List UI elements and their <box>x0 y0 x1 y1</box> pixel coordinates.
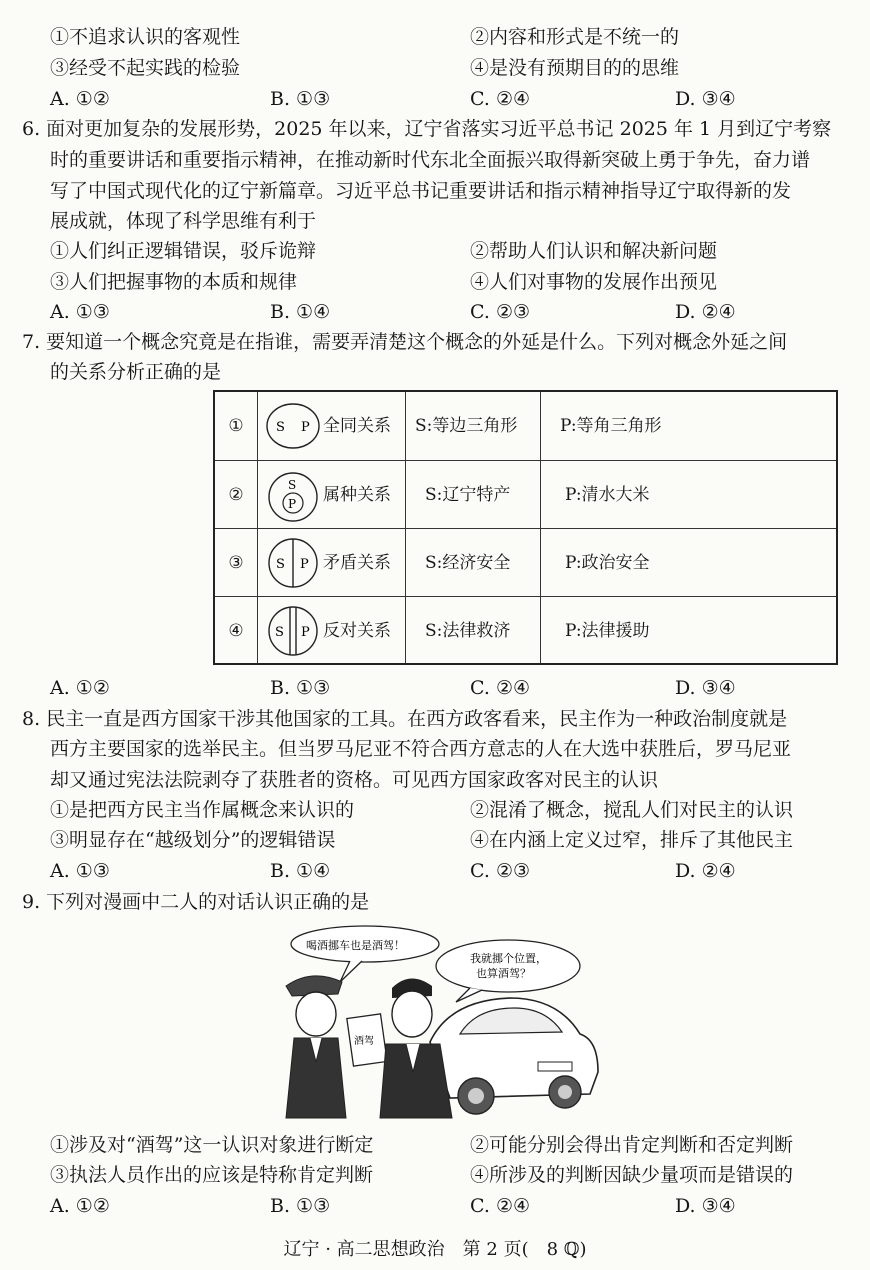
q8-item-1: ①是把西方民主当作属概念来认识的 <box>50 799 355 821</box>
p-concept: P:清水大米 <box>565 485 650 505</box>
q8-stem-line-3: 却又通过宪法法院剥夺了获胜者的资格。可见西方国家政客对民主的认识 <box>50 769 659 791</box>
diagram-p-label: P <box>300 557 309 572</box>
table-divider <box>540 392 541 663</box>
relation-label: 全同关系 <box>323 416 391 436</box>
q5-item-4: ④是没有预期目的的思维 <box>470 57 680 79</box>
q9-stem: 9. 下列对漫画中二人的对话认识正确的是 <box>22 891 370 913</box>
q6-item-1: ①人们纠正逻辑错误，驳斥诡辩 <box>50 240 317 262</box>
q9-item-1: ①涉及对“酒驾”这一认识对象进行断定 <box>50 1134 374 1156</box>
contradiction-diagram <box>265 537 321 589</box>
speech-bubble-right <box>436 940 580 992</box>
q6-option-c: C. ②③ <box>470 301 531 323</box>
table-row <box>215 596 836 664</box>
paper-text: 酒驾 <box>354 1036 374 1047</box>
diagram-s-label: S <box>276 420 285 435</box>
q9-item-4: ④所涉及的判断因缺少量项而是错误的 <box>470 1164 794 1186</box>
q9-option-c: C. ②④ <box>470 1195 531 1217</box>
q9-item-2: ②可能分别会得出肯定判断和否定判断 <box>470 1134 794 1156</box>
q8-option-b: B. ①④ <box>270 860 331 882</box>
s-concept: S:法律救济 <box>425 621 511 641</box>
q8-stem-line-2: 西方主要国家的选举民主。但当罗马尼亚不符合西方意志的人在大选中获胜后，罗马尼亚 <box>50 738 792 760</box>
q5-item-2: ②内容和形式是不统一的 <box>470 26 680 48</box>
drunk-driving-cartoon <box>280 922 600 1122</box>
q6-stem-line-3: 写了中国式现代化的辽宁新篇章。习近平总书记重要讲话和指示精神指导辽宁取得新的发 <box>50 180 792 202</box>
row-number: ① <box>228 416 244 436</box>
bubble-right-text-2: 也算酒驾？ <box>476 967 531 980</box>
q9-option-b: B. ①③ <box>270 1195 331 1217</box>
bubble-left-text: 喝酒挪车也是酒驾！ <box>306 939 405 952</box>
man-face <box>392 991 432 1037</box>
table-row <box>215 528 836 596</box>
diagram-s-label: S <box>275 625 284 640</box>
relation-label: 属种关系 <box>323 485 391 505</box>
row-number: ④ <box>228 621 244 641</box>
relation-label: 反对关系 <box>323 621 391 641</box>
relation-label: 矛盾关系 <box>323 553 391 573</box>
q5-option-b: B. ①③ <box>270 88 331 110</box>
bubble-right-text-1: 我就挪个位置， <box>470 952 547 965</box>
q5-item-3: ③经受不起实践的检验 <box>50 57 241 79</box>
q6-option-b: B. ①④ <box>270 301 331 323</box>
contrary-diagram <box>265 605 321 657</box>
diagram-p-label: P <box>301 420 310 435</box>
q9-item-3: ③执法人员作出的应该是特称肯定判断 <box>50 1164 374 1186</box>
s-concept: S:等边三角形 <box>415 416 518 436</box>
p-concept: P:政治安全 <box>565 553 650 573</box>
genus-species-diagram <box>265 465 321 525</box>
q5-option-c: C. ②④ <box>470 88 531 110</box>
diagram-s-label: S <box>288 478 297 492</box>
q8-item-4: ④在内涵上定义过窄，排斥了其他民主 <box>470 829 794 851</box>
diagram-p-label: P <box>288 497 297 511</box>
q9-option-d: D. ③④ <box>675 1195 736 1217</box>
q7-stem-line-2: 的关系分析正确的是 <box>50 361 222 383</box>
s-concept: S:经济安全 <box>425 553 511 573</box>
q7-option-a: A. ①② <box>50 677 110 699</box>
q6-option-d: D. ②④ <box>675 301 736 323</box>
q6-stem-line-1: 6. 面对更加复杂的发展形势，2025 年以来，辽宁省落实习近平总书记 2025 年 1 月到辽宁考察 <box>22 118 832 140</box>
q7-stem-line-1: 7. 要知道一个概念究竟是在指谁，需要弄清楚这个概念的外延是什么。下列对概念外延之间 <box>22 331 788 353</box>
s-concept: S:辽宁特产 <box>425 485 511 505</box>
row-number: ③ <box>228 553 244 573</box>
q6-option-a: A. ①③ <box>50 301 110 323</box>
diagram-p-label: P <box>301 625 310 640</box>
police-face <box>296 992 336 1036</box>
page-footer: 辽宁 · 高二思想政治 第 2 页( 8 ℚ) <box>283 1239 587 1260</box>
table-divider <box>257 392 258 663</box>
table-row <box>215 392 836 460</box>
q7-option-b: B. ①③ <box>270 677 331 699</box>
table-divider <box>405 392 406 663</box>
q8-option-c: C. ②③ <box>470 860 531 882</box>
row-number: ② <box>228 485 244 505</box>
q6-item-2: ②帮助人们认识和解决新问题 <box>470 240 718 262</box>
q5-option-a: A. ①② <box>50 88 110 110</box>
q8-item-3: ③明显存在“越级划分”的逻辑错误 <box>50 829 336 851</box>
identity-relation-diagram <box>265 402 321 450</box>
q6-item-4: ④人们对事物的发展作出预见 <box>470 271 718 293</box>
q8-option-a: A. ①③ <box>50 860 110 882</box>
q6-item-3: ③人们把握事物的本质和规律 <box>50 271 298 293</box>
p-concept: P:等角三角形 <box>560 416 662 436</box>
q7-option-c: C. ②④ <box>470 677 531 699</box>
concept-relation-table <box>213 390 838 665</box>
q5-option-d: D. ③④ <box>675 88 736 110</box>
table-row <box>215 460 836 528</box>
p-concept: P:法律援助 <box>565 621 650 641</box>
diagram-s-label: S <box>276 557 285 572</box>
q5-item-1: ①不追求认识的客观性 <box>50 26 241 48</box>
q9-option-a: A. ①② <box>50 1195 110 1217</box>
q7-option-d: D. ③④ <box>675 677 736 699</box>
q6-stem-line-2: 时的重要讲话和重要指示精神，在推动新时代东北全面振兴取得新突破上勇于争先，奋力谱 <box>50 149 811 171</box>
q6-stem-line-4: 展成就，体现了科学思维有利于 <box>50 210 317 232</box>
q8-stem-line-1: 8. 民主一直是西方国家干涉其他国家的工具。在西方政客看来，民主作为一种政治制度就是 <box>22 708 788 730</box>
q8-item-2: ②混淆了概念，搅乱人们对民主的认识 <box>470 799 794 821</box>
q8-option-d: D. ②④ <box>675 860 736 882</box>
